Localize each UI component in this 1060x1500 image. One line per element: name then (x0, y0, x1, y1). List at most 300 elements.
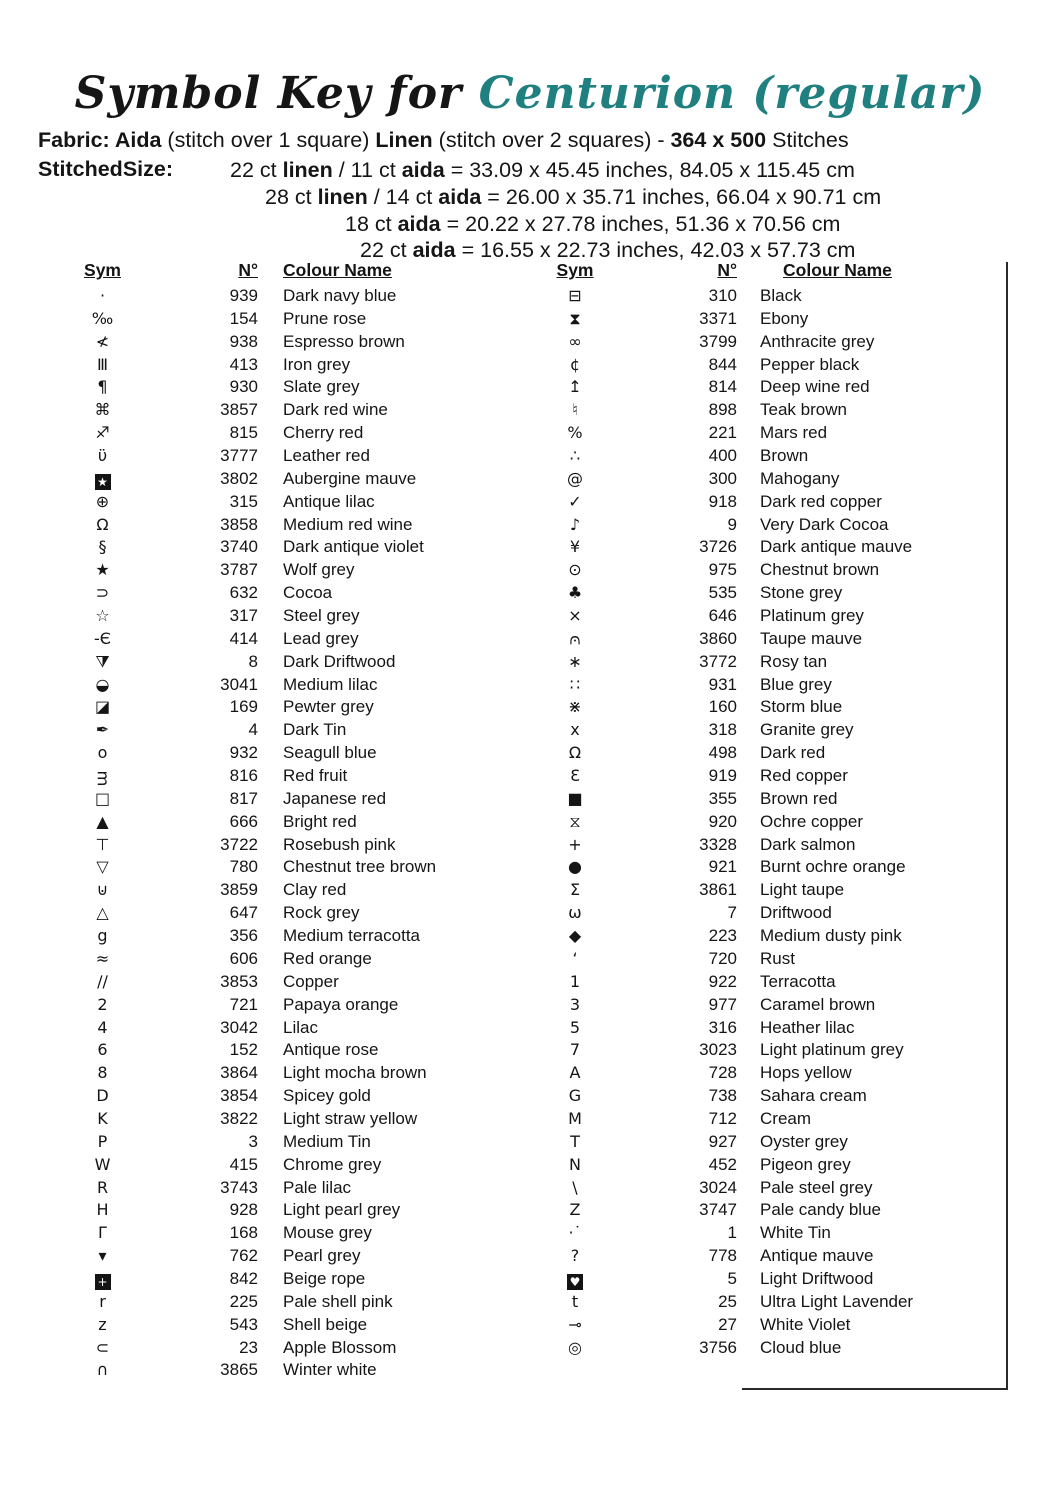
floss-number: 1 (727, 1223, 737, 1243)
column-header-sym: Sym (556, 260, 594, 280)
symbol-glyph: ‘ (572, 948, 578, 968)
floss-number: 975 (708, 560, 737, 580)
floss-number: 977 (708, 994, 737, 1014)
symbol-row (532, 1085, 913, 1108)
symbol-glyph: R (96, 1177, 109, 1197)
colour-name: Spicey gold (283, 1086, 371, 1106)
symbol-row (60, 811, 436, 834)
symbol-row (60, 285, 436, 308)
symbol-row (60, 376, 436, 399)
floss-number: 154 (229, 308, 258, 328)
symbol-row (532, 605, 913, 628)
symbol-glyph: Ⅲ (96, 354, 109, 374)
text-segment-bold: aida (412, 238, 456, 263)
colour-name: Medium Tin (283, 1131, 371, 1151)
symbol-glyph: Γ (98, 1223, 107, 1243)
colour-name: Blue grey (760, 674, 832, 694)
symbol-row (532, 651, 913, 674)
symbol-glyph: ᴟ (97, 766, 108, 786)
symbol-glyph-inverted: ★ (95, 474, 111, 490)
colour-name: Japanese red (283, 788, 387, 808)
symbol-glyph: ⊸ (568, 1314, 582, 1334)
symbol-row (532, 879, 913, 902)
floss-number: 355 (708, 788, 737, 808)
floss-number: 316 (708, 1017, 737, 1037)
symbol-glyph: ⊂ (95, 1337, 110, 1357)
colour-name: Burnt ochre orange (760, 857, 906, 877)
symbol-glyph: ¢ (569, 354, 581, 374)
floss-number: 3787 (220, 560, 258, 580)
text-segment: = 26.00 x 35.71 inches, 66.04 x 90.71 cm (481, 184, 882, 209)
symbol-glyph: 8 (97, 1063, 108, 1083)
symbol-glyph: ¶ (97, 377, 108, 397)
symbol-glyph: ♮ (572, 400, 578, 420)
floss-number: 927 (708, 1131, 737, 1151)
colour-name: Pale shell pink (283, 1291, 393, 1311)
colour-name: Antique rose (283, 1040, 379, 1060)
symbol-row (60, 925, 436, 948)
floss-number: 666 (229, 811, 258, 831)
symbol-row (532, 1131, 913, 1154)
table-body (532, 285, 913, 1359)
symbol-row (60, 1154, 436, 1177)
floss-number: 3802 (220, 468, 258, 488)
floss-number: 817 (229, 788, 258, 808)
symbol-glyph: Ω (568, 743, 582, 763)
symbol-glyph (60, 468, 145, 491)
symbol-glyph: · (99, 286, 106, 305)
symbol-glyph: ⊍ (96, 880, 109, 900)
symbol-glyph: ▾ (98, 1246, 107, 1266)
symbol-glyph: ‰ (91, 308, 114, 328)
symbol-glyph: o (97, 743, 108, 763)
symbol-glyph: ⊤ (95, 834, 110, 854)
colour-name: Pewter grey (283, 697, 374, 717)
symbol-row (532, 1177, 913, 1200)
symbol-glyph (60, 1268, 145, 1291)
text-segment-bold: Fabric: Aida (38, 128, 162, 152)
symbol-row (532, 445, 913, 468)
table-header (60, 258, 436, 285)
symbol-glyph: ■ (567, 788, 583, 808)
symbol-glyph: ≮ (95, 331, 110, 351)
floss-number: 816 (229, 766, 258, 786)
floss-number: 647 (229, 903, 258, 923)
symbol-row (532, 765, 913, 788)
symbol-glyph: N (569, 1154, 581, 1174)
floss-number: 606 (229, 948, 258, 968)
floss-number: 939 (229, 286, 258, 305)
colour-name: Chestnut brown (760, 560, 880, 580)
symbol-row (60, 1085, 436, 1108)
symbol-glyph: ▲ (96, 811, 109, 831)
symbol-row (60, 1062, 436, 1085)
floss-number: 23 (239, 1337, 258, 1357)
symbol-row (60, 1017, 436, 1040)
symbol-row (532, 1222, 913, 1245)
colour-name: Beige rope (283, 1268, 366, 1288)
symbol-glyph: ◪ (94, 697, 111, 717)
symbol-row (60, 1314, 436, 1337)
symbol-row (532, 696, 913, 719)
floss-number: 356 (229, 926, 258, 946)
symbol-row (532, 1017, 913, 1040)
colour-name: Clay red (283, 880, 347, 900)
symbol-row (60, 696, 436, 719)
symbol-glyph: Ɛ (570, 766, 580, 786)
symbol-row (532, 1199, 913, 1222)
floss-number: 721 (229, 994, 258, 1014)
title-accent: Centurion (regular) (478, 68, 986, 119)
colour-name: Pigeon grey (760, 1154, 851, 1174)
text-segment: 22 ct (360, 238, 413, 263)
floss-number: 646 (708, 606, 737, 626)
colour-name: Pale lilac (283, 1177, 352, 1197)
symbol-row (60, 1245, 436, 1268)
symbol-glyph: ♪ (569, 514, 581, 534)
symbol-row (60, 1291, 436, 1314)
colour-name: Medium red wine (283, 514, 413, 534)
symbol-glyph: ⧖ (569, 811, 581, 831)
symbol-row (60, 308, 436, 331)
floss-number: 315 (229, 491, 258, 511)
symbol-glyph-inverted: + (95, 1274, 111, 1290)
text-segment: 22 ct (230, 158, 283, 182)
symbol-glyph: H (96, 1200, 109, 1220)
floss-number: 3722 (220, 834, 258, 854)
colour-name: Stone grey (760, 583, 843, 603)
symbol-glyph: z (98, 1314, 107, 1334)
symbol-glyph: ·˙ (568, 1223, 582, 1243)
floss-number: 318 (708, 720, 737, 740)
floss-number: 3777 (220, 446, 258, 466)
floss-number: 4 (248, 720, 258, 740)
column-header-number: N° (717, 260, 737, 280)
floss-number: 712 (708, 1108, 737, 1128)
symbol-glyph: 4 (97, 1017, 108, 1037)
floss-number: 921 (708, 857, 737, 877)
colour-name: Dark Tin (283, 720, 347, 740)
symbol-row (532, 811, 913, 834)
colour-name: Red orange (283, 948, 372, 968)
symbol-glyph: ? (570, 1246, 580, 1266)
symbol-row (532, 971, 913, 994)
symbol-glyph: T (570, 1131, 580, 1151)
floss-number: 3854 (220, 1086, 258, 1106)
floss-number: 932 (229, 743, 258, 763)
symbol-row (60, 902, 436, 925)
symbol-glyph: 3 (569, 994, 581, 1014)
floss-number: 168 (229, 1223, 258, 1243)
symbol-row (532, 308, 913, 331)
floss-number: 160 (708, 697, 737, 717)
floss-number: 632 (229, 583, 258, 603)
floss-number: 3041 (220, 674, 258, 694)
floss-number: 543 (229, 1314, 258, 1334)
symbol-glyph: ◒ (95, 674, 110, 694)
colour-name: Prune rose (283, 308, 367, 328)
floss-number: 720 (708, 948, 737, 968)
colour-name: Light platinum grey (760, 1040, 904, 1060)
symbol-glyph: ⋇ (568, 697, 582, 717)
symbol-row (60, 1177, 436, 1200)
colour-name: Driftwood (760, 903, 832, 923)
colour-name: Antique mauve (760, 1246, 874, 1266)
symbol-row (532, 354, 913, 377)
symbol-glyph: ▽ (96, 857, 109, 877)
column-header-colour-name: Colour Name (783, 260, 892, 280)
stitched-size-line (230, 211, 881, 238)
symbol-row (532, 628, 913, 651)
floss-number: 25 (718, 1291, 737, 1311)
symbol-glyph: \ (572, 1177, 578, 1197)
colour-name: Heather lilac (760, 1017, 855, 1037)
colour-name: Red copper (760, 766, 848, 786)
symbol-glyph: Ω (96, 514, 109, 534)
symbol-glyph: g (97, 926, 108, 946)
colour-name: Mars red (760, 423, 828, 443)
symbol-row (60, 399, 436, 422)
floss-number: 3726 (699, 537, 737, 557)
symbol-glyph: @ (567, 468, 583, 488)
symbol-row (60, 628, 436, 651)
table-border-vertical (1006, 262, 1008, 1390)
colour-name: Bright red (283, 811, 357, 831)
floss-number: 918 (708, 491, 737, 511)
floss-number: 3756 (699, 1337, 737, 1357)
symbol-row (532, 1268, 913, 1291)
symbol-row (532, 788, 913, 811)
symbol-row (60, 765, 436, 788)
floss-number: 414 (229, 628, 258, 648)
floss-number: 317 (229, 606, 258, 626)
colour-name: White Violet (760, 1314, 851, 1334)
colour-name: Rock grey (283, 903, 360, 923)
symbol-glyph: ◆ (568, 926, 582, 946)
symbol-row (532, 559, 913, 582)
symbol-row (60, 445, 436, 468)
colour-name: Papaya orange (283, 994, 399, 1014)
symbol-table-left (60, 258, 436, 1382)
floss-number: 498 (708, 743, 737, 763)
symbol-row (60, 879, 436, 902)
floss-number: 922 (708, 971, 737, 991)
symbol-row (532, 925, 913, 948)
colour-name: Copper (283, 971, 339, 991)
symbol-glyph: r (99, 1291, 106, 1311)
colour-name: Rosebush pink (283, 834, 396, 854)
text-segment: / 11 ct (332, 158, 402, 182)
floss-number: 738 (708, 1086, 737, 1106)
symbol-glyph: □ (94, 788, 111, 808)
colour-name: Storm blue (760, 697, 843, 717)
floss-number: 3799 (699, 331, 737, 351)
symbol-glyph: ≈ (95, 948, 110, 968)
symbol-glyph: ⊟ (568, 286, 582, 305)
symbol-row (60, 1199, 436, 1222)
text-segment-bold: linen (282, 158, 333, 182)
floss-number: 9 (727, 514, 737, 534)
symbol-glyph: ◎ (568, 1337, 582, 1357)
colour-name: Mahogany (760, 468, 840, 488)
symbol-row (532, 742, 913, 765)
symbol-row (532, 331, 913, 354)
symbol-row (60, 994, 436, 1017)
symbol-glyph: M (568, 1108, 582, 1128)
symbol-glyph: ϋ (97, 446, 108, 466)
symbol-row (60, 1222, 436, 1245)
symbol-row (60, 719, 436, 742)
colour-name: Deep wine red (760, 377, 870, 397)
symbol-row (60, 582, 436, 605)
floss-number: 931 (708, 674, 737, 694)
text-segment: = 33.09 x 45.45 inches, 84.05 x 115.45 cm (444, 158, 855, 182)
colour-name: Aubergine mauve (283, 468, 417, 488)
colour-name: Dark red copper (760, 491, 882, 511)
text-segment: = 20.22 x 27.78 inches, 51.36 x 70.56 cm (440, 211, 841, 236)
text-segment: / 14 ct (367, 184, 439, 209)
colour-name: Medium dusty pink (760, 926, 902, 946)
floss-number: 842 (229, 1268, 258, 1288)
symbol-row (60, 856, 436, 879)
colour-name: Light taupe (760, 880, 845, 900)
symbol-table-right (532, 258, 913, 1359)
symbol-glyph: ★ (95, 560, 110, 580)
colour-name: Chrome grey (283, 1154, 382, 1174)
symbol-row (532, 491, 913, 514)
symbol-row (532, 719, 913, 742)
symbol-glyph: ⊃ (95, 583, 110, 603)
table-header (532, 258, 913, 285)
symbol-row (532, 582, 913, 605)
symbol-row (60, 536, 436, 559)
symbol-glyph: A (569, 1063, 581, 1083)
symbol-glyph: ∴ (569, 446, 581, 466)
colour-name: Apple Blossom (283, 1337, 397, 1357)
symbol-row (532, 1337, 913, 1360)
colour-name: Oyster grey (760, 1131, 848, 1151)
floss-number: 815 (229, 423, 258, 443)
symbol-row (60, 1337, 436, 1360)
stitched-size-line (230, 157, 881, 184)
symbol-row (60, 1268, 436, 1291)
symbol-glyph: + (568, 834, 582, 854)
colour-name: Brown (760, 446, 809, 466)
floss-number: 3371 (699, 308, 737, 328)
floss-number: 3857 (220, 400, 258, 420)
symbol-glyph: G (568, 1086, 582, 1106)
symbol-glyph: x (570, 720, 580, 740)
text-segment-bold: aida (397, 211, 441, 236)
floss-number: 778 (708, 1246, 737, 1266)
symbol-glyph: ⊕ (95, 491, 110, 511)
symbol-row (60, 742, 436, 765)
colour-name: Rosy tan (760, 651, 828, 671)
floss-number: 413 (229, 354, 258, 374)
colour-name: Seagull blue (283, 743, 377, 763)
symbol-row (532, 948, 913, 971)
symbol-row (532, 856, 913, 879)
symbol-row (60, 1131, 436, 1154)
symbol-glyph: ✒ (95, 720, 110, 740)
floss-number: 3042 (220, 1017, 258, 1037)
symbol-glyph: % (567, 423, 583, 443)
colour-name: Pearl grey (283, 1246, 361, 1266)
floss-number: 898 (708, 400, 737, 420)
colour-name: White Tin (760, 1223, 831, 1243)
floss-number: 3865 (220, 1360, 258, 1380)
floss-number: 310 (708, 286, 737, 305)
floss-number: 400 (708, 446, 737, 466)
symbol-row (532, 902, 913, 925)
floss-number: 3861 (699, 880, 737, 900)
symbol-row (60, 354, 436, 377)
colour-name: Brown red (760, 788, 838, 808)
floss-number: 3747 (699, 1200, 737, 1220)
stitched-size-line (230, 184, 881, 211)
floss-number: 8 (248, 651, 258, 671)
floss-number: 152 (229, 1040, 258, 1060)
colour-name: Lead grey (283, 628, 359, 648)
symbol-glyph: ω (568, 903, 582, 923)
symbol-row (60, 1039, 436, 1062)
text-segment: 18 ct (345, 211, 398, 236)
colour-name: Iron grey (283, 354, 351, 374)
text-segment: Stitches (766, 128, 849, 152)
floss-number: 3 (248, 1131, 258, 1151)
colour-name: Platinum grey (760, 606, 864, 626)
colour-name: Pale candy blue (760, 1200, 881, 1220)
symbol-row (60, 422, 436, 445)
column-header-sym: Sym (84, 260, 121, 280)
symbol-row (60, 948, 436, 971)
floss-number: 3743 (220, 1177, 258, 1197)
symbol-row (532, 1291, 913, 1314)
colour-name: Rust (760, 948, 795, 968)
colour-name: Anthracite grey (760, 331, 875, 351)
colour-name: Medium terracotta (283, 926, 420, 946)
symbol-glyph: × (568, 606, 582, 626)
symbol-row (60, 834, 436, 857)
symbol-glyph: Σ (569, 880, 581, 900)
symbol-glyph: ⧗ (569, 308, 581, 328)
colour-name: Chestnut tree brown (283, 857, 437, 877)
table-body (60, 285, 436, 1382)
symbol-glyph: 5 (569, 1017, 581, 1037)
colour-name: Red fruit (283, 766, 348, 786)
colour-name: Terracotta (760, 971, 836, 991)
symbol-row (532, 376, 913, 399)
symbol-glyph (532, 1268, 618, 1291)
symbol-glyph: ⧩ (95, 651, 110, 671)
colour-name: Light Driftwood (760, 1268, 874, 1288)
colour-name: Pepper black (760, 354, 860, 374)
symbol-glyph: t (571, 1291, 579, 1311)
symbol-glyph: D (96, 1086, 109, 1106)
colour-name: Mouse grey (283, 1223, 372, 1243)
text-segment-bold: Linen (375, 128, 433, 152)
symbol-row (532, 1062, 913, 1085)
colour-name: Light pearl grey (283, 1200, 401, 1220)
symbol-glyph: K (97, 1108, 108, 1128)
colour-name: Winter white (283, 1360, 377, 1380)
symbol-row (60, 491, 436, 514)
floss-number: 415 (229, 1154, 258, 1174)
floss-number: 7 (727, 903, 737, 923)
colour-name: Hops yellow (760, 1063, 852, 1083)
text-segment: (stitch over 1 square) (161, 128, 376, 152)
symbol-row (60, 1108, 436, 1131)
